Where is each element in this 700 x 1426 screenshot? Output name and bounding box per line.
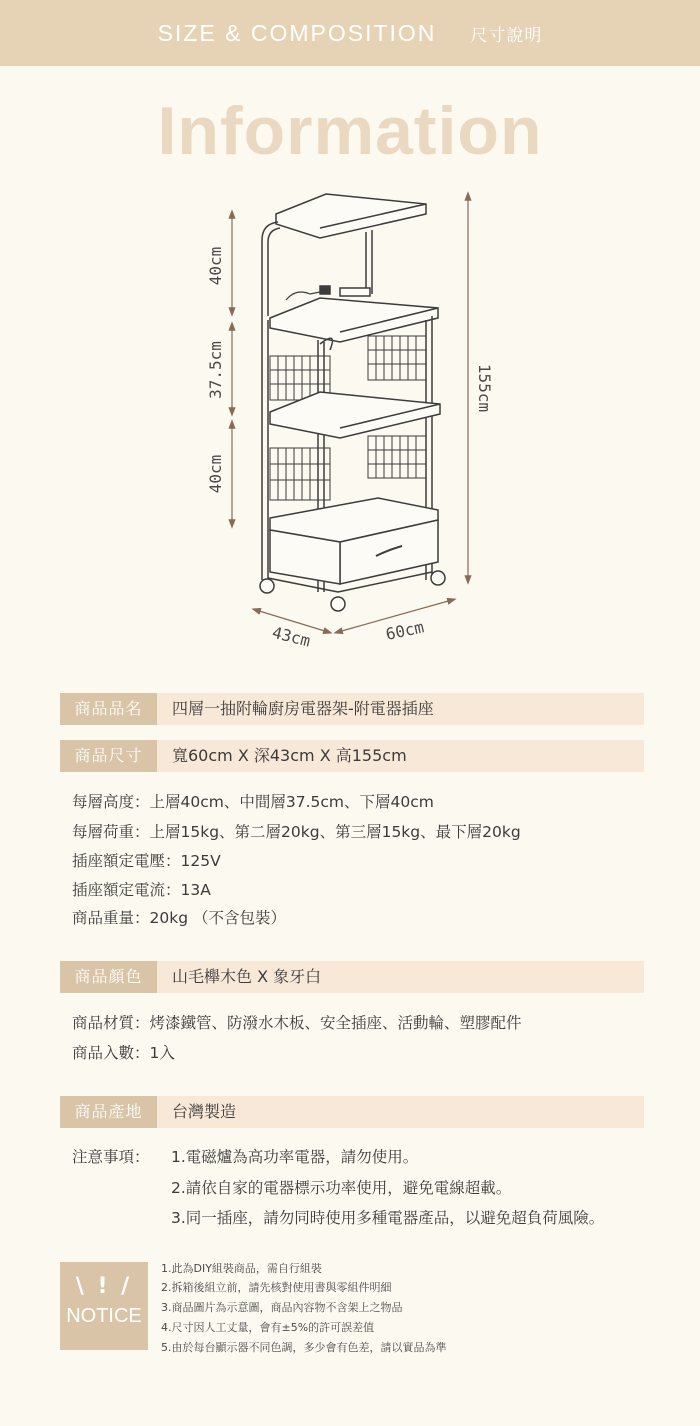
dim-depth: 43cm [270, 622, 313, 651]
caution-item: 2.請依自家的電器標示功率使用，避免電線超載。 [171, 1179, 512, 1197]
rack-drawing [170, 180, 510, 660]
notice-word: NOTICE [66, 1305, 142, 1327]
spec-line: 插座額定電壓：125V [72, 852, 221, 870]
information-title: Information [157, 93, 543, 169]
dim-middle-height: 37.5cm [206, 341, 225, 399]
section-header [0, 0, 700, 66]
product-name-row [60, 693, 644, 725]
dim-top-height: 40cm [206, 246, 225, 286]
notice-item: 5.由於每台顯示器不同色調，多少會有色差，請以實品為準 [161, 1341, 447, 1354]
caution-label: 注意事項： [72, 1148, 150, 1166]
spec-line: 商品重量：20kg （不含包裝） [72, 909, 286, 927]
product-origin-row [60, 1096, 644, 1128]
product-color-label: 商品顏色 [60, 961, 157, 993]
notice-alert-icon: \ ! / [75, 1274, 133, 1299]
header-title-en: SIZE & COMPOSITION [157, 19, 437, 46]
dim-width: 60cm [384, 617, 426, 644]
product-name-label: 商品品名 [60, 693, 157, 725]
notice-item: 3.商品圖片為示意圖，商品內容物不含架上之物品 [161, 1301, 403, 1314]
spec-line: 插座額定電流：13A [72, 881, 211, 899]
product-size-label: 商品尺寸 [60, 740, 157, 772]
dim-bottom-height: 40cm [206, 454, 225, 494]
product-diagram [170, 180, 510, 660]
spec-line: 每層荷重：上層15kg、第二層20kg、第三層15kg、最下層20kg [72, 823, 521, 841]
rack-illustration [260, 194, 445, 611]
product-color-value: 山毛櫸木色 X 象牙白 [172, 967, 322, 986]
product-origin-value: 台灣製造 [172, 1102, 237, 1121]
product-size-row [60, 740, 644, 772]
notice-badge [60, 1262, 148, 1350]
product-color-row [60, 961, 644, 993]
notice-item: 4.尺寸因人工丈量，會有±5%的許可誤差值 [161, 1321, 375, 1334]
notice-item: 2.拆箱後組立前，請先核對使用書與零組件明細 [161, 1281, 392, 1294]
material-line: 商品材質：烤漆鐵管、防潑水木板、安全插座、活動輪、塑膠配件 [72, 1014, 522, 1032]
caution-item: 3.同一插座，請勿同時使用多種電器產品，以避免超負荷風險。 [171, 1209, 605, 1227]
caution-item: 1.電磁爐為高功率電器，請勿使用。 [171, 1148, 419, 1166]
quantity-line: 商品入數：1入 [72, 1044, 175, 1062]
dim-total-height: 155cm [475, 363, 494, 413]
product-origin-label: 商品產地 [60, 1096, 157, 1128]
product-name-value: 四層一抽附輪廚房電器架-附電器插座 [172, 699, 434, 718]
notice-item: 1.此為DIY組裝商品，需自行組裝 [161, 1262, 322, 1275]
spec-line: 每層高度：上層40cm、中間層37.5cm、下層40cm [72, 793, 434, 811]
header-title-zh: 尺寸說明 [470, 25, 543, 46]
product-size-value: 寬60cm X 深43cm X 高155cm [172, 746, 407, 765]
